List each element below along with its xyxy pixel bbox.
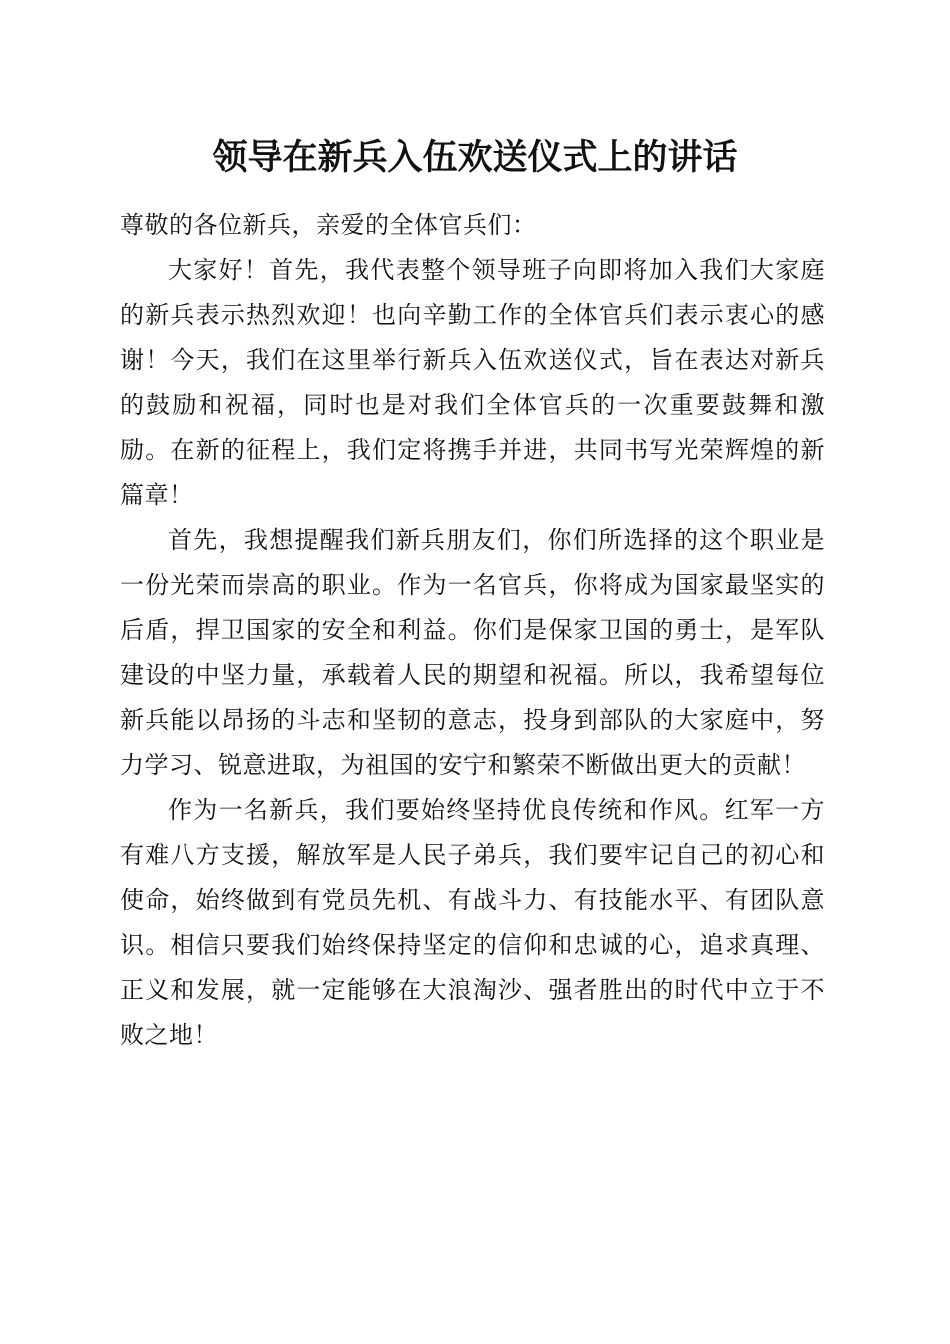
- document-title: 领导在新兵入伍欢送仪式上的讲话: [212, 137, 738, 178]
- document-body: [120, 203, 825, 1058]
- paragraph-1: 大家好！首先，我代表整个领导班子向即将加入我们大家庭的新兵表示热烈欢迎！也向辛勤工作的全体官兵们表示衷心的感谢！今天，我们在这里举行新兵入伍欢送仪式，旨在表达对新兵的鼓励和祝福，同时也是对我们全体官兵的一次重要鼓舞和激励。在新的征程上，我们定将携手并进，共同书写光荣辉煌的新篇章！: [120, 256, 825, 509]
- salutation: 尊敬的各位新兵，亲爱的全体官兵们：: [120, 211, 537, 239]
- paragraph-2: 首先，我想提醒我们新兵朋友们，你们所选择的这个职业是一份光荣而崇高的职业。作为一名官兵，你将成为国家最坚实的后盾，捍卫国家的安全和利益。你们是保家卫国的勇士，是军队建设的中坚力量，承载着人民的期望和祝福。所以，我希望每位新兵能以昂扬的斗志和坚韧的意志，投身到部队的大家庭中，努力学习、锐意进取，为祖国的安宁和繁荣不断做出更大的贡献！: [120, 526, 825, 779]
- paragraph-3: 作为一名新兵，我们要始终坚持优良传统和作风。红军一方有难八方支援，解放军是人民子弟兵，我们要牢记自己的初心和使命，始终做到有党员先机、有战斗力、有技能水平、有团队意识。相信只要我们始终保持坚定的信仰和忠诚的心，追求真理、正义和发展，就一定能够在大浪淘沙、强者胜出的时代中立于不败之地！: [120, 796, 825, 1049]
